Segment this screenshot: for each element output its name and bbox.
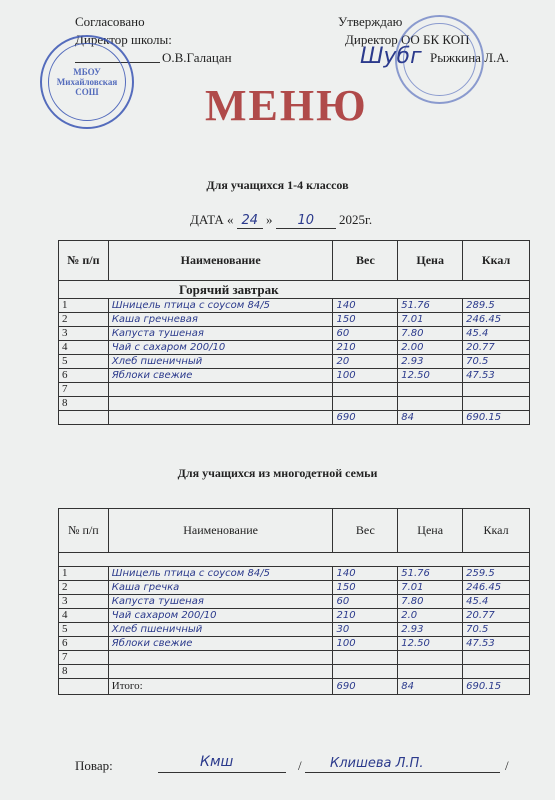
col-kcal: Ккал [463,241,530,281]
row-name [108,397,333,411]
row-num: 2 [59,313,109,327]
row-kcal: 20.77 [463,341,530,355]
row-price: 2.93 [398,623,463,637]
total2-price: 84 [398,679,463,695]
row-weight: 100 [333,637,398,651]
table1-row [59,355,530,369]
row-price: 12.50 [398,637,463,651]
row-kcal: 246.45 [463,313,530,327]
row-weight: 60 [333,595,398,609]
col2-num: № п/п [59,509,109,553]
table2-row [59,637,530,651]
section2-heading: Для учащихся из многодетной семьи [177,466,378,480]
col-name: Наименование [108,241,333,281]
row-kcal [463,665,530,679]
row-name: Чай сахаром 200/10 [108,609,333,623]
row-weight: 100 [333,369,398,383]
row-kcal: 20.77 [463,609,530,623]
cook-sign-line [158,772,286,773]
row-name: Яблоки свежие [108,369,333,383]
row-num: 2 [59,581,109,595]
row-weight: 140 [333,567,398,581]
row-num: 5 [59,355,109,369]
school-stamp [40,35,134,129]
total-kcal: 690.15 [463,411,530,425]
row-price: 51.76 [398,567,463,581]
date-suffix: 2025г. [339,212,373,227]
table1-row [59,383,530,397]
row-num: 5 [59,623,109,637]
stamp-text: МБОУ Михайловская СОШ [56,67,118,97]
row-kcal: 45.4 [463,595,530,609]
row-weight: 140 [333,299,398,313]
cook-label: Повар: [75,758,113,773]
row-price [398,383,463,397]
row-num: 1 [59,567,109,581]
row-num: 8 [59,665,109,679]
table1-row [59,341,530,355]
col-price: Цена [398,241,463,281]
cook-name: Клишева Л.П. [330,756,424,771]
row-price: 7.80 [398,327,463,341]
row-kcal: 289.5 [463,299,530,313]
total2-kcal: 690.15 [463,679,530,695]
total2-num [59,679,109,695]
row-weight: 210 [333,609,398,623]
menu-table-1 [58,240,530,425]
row-name [108,665,333,679]
col-weight: Вес [333,241,398,281]
row-price: 2.00 [398,341,463,355]
total-name [108,411,333,425]
row-weight [333,651,398,665]
menu-table-2 [58,508,530,695]
row-price: 51.76 [398,299,463,313]
approver-name: Рыжкина Л.А. [430,50,509,65]
cook-signature: Кмш [200,754,234,770]
director-name: О.В.Галацан [162,50,232,65]
row-num: 4 [59,609,109,623]
row-weight [333,383,398,397]
row-name: Хлеб пшеничный [108,623,333,637]
total2-label: Итого: [108,679,333,695]
row-name: Капуста тушеная [108,327,333,341]
row-weight: 20 [333,355,398,369]
row-price [398,651,463,665]
row-num: 6 [59,369,109,383]
group-heading: Горячий завтрак [59,281,530,299]
director-label: Директор школы: [75,32,172,47]
approver-stamp [395,15,484,104]
table1-row [59,299,530,313]
row-kcal [463,397,530,411]
table2-row [59,595,530,609]
row-price: 12.50 [398,369,463,383]
row-price [398,665,463,679]
blank-row [59,553,530,567]
row-num: 3 [59,327,109,341]
date-month: 10 [276,213,336,229]
col2-name: Наименование [108,509,333,553]
row-name [108,651,333,665]
approver-label: Директор ОО БК КОП [345,32,470,47]
total-price: 84 [398,411,463,425]
row-num: 1 [59,299,109,313]
total-weight: 690 [333,411,398,425]
row-price: 2.93 [398,355,463,369]
row-kcal: 70.5 [463,355,530,369]
row-weight: 30 [333,623,398,637]
row-num: 4 [59,341,109,355]
agreed-label: Согласовано [75,14,145,29]
row-weight [333,665,398,679]
row-kcal: 259.5 [463,567,530,581]
row-price: 7.01 [398,313,463,327]
table2-row [59,651,530,665]
table2-row [59,609,530,623]
row-name: Каша гречневая [108,313,333,327]
cook-name-line [305,772,500,773]
row-num: 7 [59,651,109,665]
table2-row [59,567,530,581]
row-kcal: 47.53 [463,637,530,651]
table1-row [59,397,530,411]
table1-row [59,313,530,327]
row-kcal [463,651,530,665]
row-name: Капуста тушеная [108,595,333,609]
row-name: Чай с сахаром 200/10 [108,341,333,355]
row-kcal: 246.45 [463,581,530,595]
table1-row [59,327,530,341]
row-name: Яблоки свежие [108,637,333,651]
date-day: 24 [237,213,263,229]
row-num: 3 [59,595,109,609]
total-num [59,411,109,425]
table2-row [59,581,530,595]
row-kcal: 70.5 [463,623,530,637]
row-price: 7.80 [398,595,463,609]
row-weight: 150 [333,313,398,327]
row-name: Шницель птица с соусом 84/5 [108,567,333,581]
date-mid: » [266,212,273,227]
table2-row [59,623,530,637]
row-name: Шницель птица с соусом 84/5 [108,299,333,313]
table1-row [59,369,530,383]
row-weight [333,397,398,411]
row-kcal [463,383,530,397]
row-name [108,383,333,397]
row-weight: 150 [333,581,398,595]
section1-heading: Для учащихся 1-4 классов [206,178,349,192]
total2-weight: 690 [333,679,398,695]
row-weight: 210 [333,341,398,355]
col-num: № п/п [59,241,109,281]
row-price: 7.01 [398,581,463,595]
page-title: МЕНЮ [205,81,368,130]
row-kcal: 45.4 [463,327,530,341]
row-price: 2.0 [398,609,463,623]
col2-weight: Вес [333,509,398,553]
cook-name-bracket-right: / [505,758,509,773]
approver-signature: Шубг [360,44,422,69]
date-prefix: ДАТА « [190,212,234,227]
row-num: 7 [59,383,109,397]
approved-label: Утверждаю [338,14,403,29]
row-price [398,397,463,411]
col2-kcal: Ккал [463,509,530,553]
col2-price: Цена [398,509,463,553]
date-line [190,212,372,229]
cook-name-bracket-left: / [298,758,302,773]
row-num: 8 [59,397,109,411]
row-num: 6 [59,637,109,651]
row-name: Каша гречка [108,581,333,595]
row-kcal: 47.53 [463,369,530,383]
table2-row [59,665,530,679]
row-name: Хлеб пшеничный [108,355,333,369]
row-weight: 60 [333,327,398,341]
